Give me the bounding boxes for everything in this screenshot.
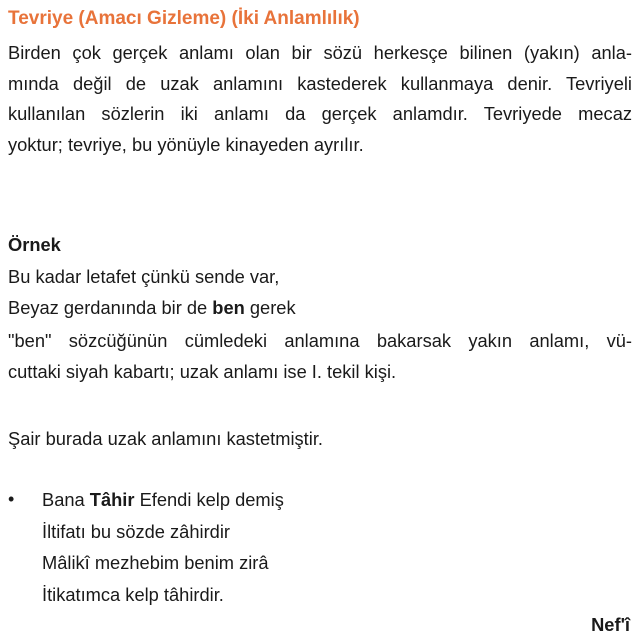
example-line-2 [8,293,296,324]
explanation-line: "ben" sözcüğünün cümledeki anlamına bakarsak yakın anlamı, vü- [8,330,632,351]
example-line-2-start: Beyaz gerdanında bir de [8,296,213,318]
explanation-paragraph [8,326,632,387]
poem-line-1-end: Efendi kelp demiş [134,489,284,510]
poem-verse [42,484,284,610]
definition-line: yoktur; tevriye, bu yönüyle kinayeden ayrılır. [8,133,364,155]
explanation-line: cuttaki siyah kabartı; uzak anlamı ise I. tekil kişi. [8,360,397,382]
poem-line-4: İtikatımca kelp tâhirdir. [42,583,224,605]
definition-line: kullanılan sözlerin iki anlamı da gerçek anlamdır. Tevriyede mecaz [8,103,632,124]
bullet-icon: • [8,489,15,509]
definition-line: mında değil de uzak anlamını kastederek kullanmaya denir. Tevriyeli [8,72,632,94]
poem-line-1 [42,484,284,516]
conclusion-text: Şair burada uzak anlamını kastetmiştir. [8,428,323,449]
poem-line-1-start: Bana [42,489,90,510]
example-verse [8,262,296,323]
section-title: Tevriye (Amacı Gizleme) (İki Anlamlılık) [8,8,360,29]
definition-line: Birden çok gerçek anlamı olan bir sözü herkesçe bilinen (yakın) anla- [8,42,632,63]
highlighted-word: ben [212,296,245,318]
poem-bold-name: Tâhir [89,489,135,510]
definition-paragraph [8,38,632,160]
poem-line-2: İltifatı bu sözde zâhirdir [42,520,230,542]
poem-author: Nef'î [591,614,630,635]
poem-line-3: Mâlikî mezhebim benim zirâ [42,552,269,573]
example-line-2-end: gerek [244,296,296,318]
example-line-1: Bu kadar letafet çünkü sende var, [8,266,280,287]
example-heading: Örnek [8,234,61,255]
